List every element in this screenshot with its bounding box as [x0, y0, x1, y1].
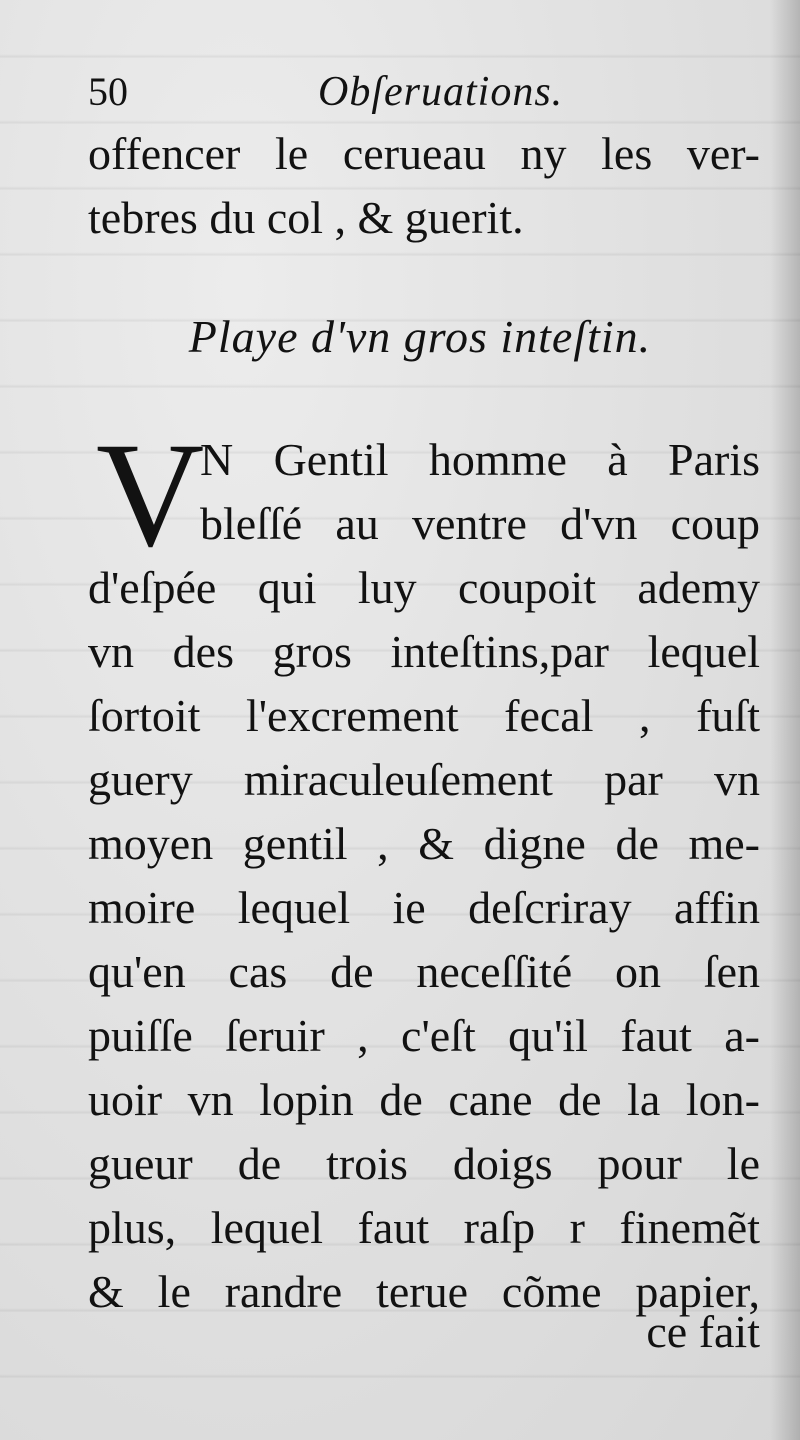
page-header — [88, 62, 728, 122]
text-line: moyen gentil , & digne de me- — [88, 818, 760, 869]
page-number: 50 — [88, 69, 128, 114]
text-line: uoir vn lopin de cane de la lon- — [88, 1074, 760, 1125]
text-line: qu'en cas de neceſſité on ſen — [88, 946, 760, 997]
drop-cap: V — [96, 412, 205, 578]
text-line: moire lequel ie deſcriray affin — [88, 882, 760, 933]
section-heading: Playe d'vn gros inteſtin. — [188, 311, 652, 362]
text-line: gueur de trois doigs pour le — [88, 1138, 760, 1189]
text-line: plus, lequel faut raſp r finemẽt — [88, 1202, 760, 1253]
main-paragraph — [88, 556, 760, 1324]
text-line: puiſſe ſeruir , c'eſt qu'il faut a- — [88, 1010, 760, 1061]
text-line: tebres du col , & guerit. — [88, 192, 524, 243]
text-line: vn des gros inteſtins,par lequel — [88, 626, 760, 677]
running-title: Obſeruations. — [318, 69, 564, 115]
drop-cap-lines — [200, 428, 760, 556]
text-line: & le randre terue cõme papier, — [88, 1266, 760, 1317]
text-line: guery miraculeuſement par vn — [88, 754, 760, 805]
catchword: ce fait — [646, 1306, 760, 1357]
text-line: d'eſpée qui luy coupoit ademy — [88, 562, 760, 613]
text-line: offencer le cerueau ny les ver- — [88, 128, 760, 179]
text-line: ſortoit l'excrement fecal , fuſt — [88, 690, 760, 741]
text-line: N Gentil homme à Paris — [200, 434, 760, 485]
intro-paragraph — [88, 122, 760, 250]
text-line: bleſſé au ventre d'vn coup — [200, 498, 760, 549]
page-edge-shadow — [770, 0, 800, 1440]
